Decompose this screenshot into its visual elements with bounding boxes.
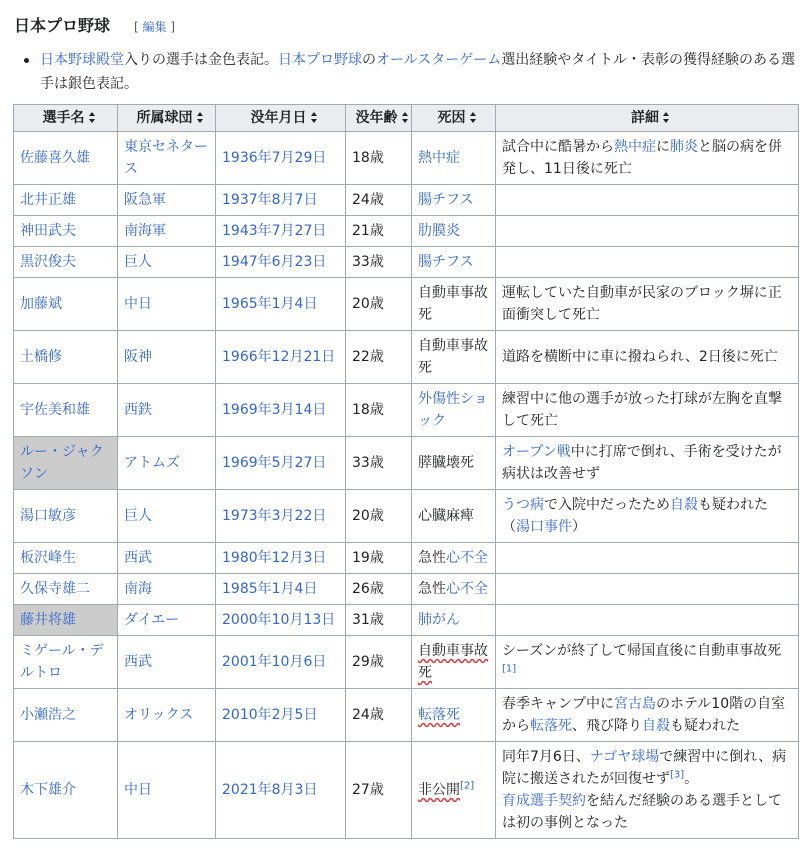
header-cause[interactable]: 死因	[412, 105, 496, 132]
team-link[interactable]: 阪急軍	[124, 192, 166, 208]
age-cell: 26歳	[346, 574, 412, 605]
player-name-link[interactable]: 神田武夫	[20, 223, 76, 239]
player-name-link[interactable]: 加藤斌	[20, 296, 62, 312]
team-link[interactable]: 阪神	[124, 349, 152, 365]
team-link[interactable]: 中日	[124, 296, 152, 312]
cause-link[interactable]: 肋膜炎	[418, 223, 460, 239]
detail-cell	[496, 574, 799, 605]
date-link[interactable]: 1973年3月22日	[222, 508, 327, 524]
note-list-item	[22, 48, 798, 96]
detail-cell	[496, 543, 799, 574]
age-cell: 27歳	[346, 742, 412, 839]
age-cell: 22歳	[346, 331, 412, 384]
age-cell: 33歳	[346, 247, 412, 278]
cause-cell: 膵臓壊死	[412, 437, 496, 490]
player-name-link[interactable]: 黒沢俊夫	[20, 254, 76, 270]
table-row	[14, 247, 799, 278]
header-team[interactable]: 所属球団	[118, 105, 216, 132]
team-link[interactable]: 西武	[124, 550, 152, 566]
cause-cell: 急性心不全	[412, 543, 496, 574]
table-row	[14, 278, 799, 331]
cause-link[interactable]: 心不全	[446, 550, 488, 566]
date-link[interactable]: 1969年5月27日	[222, 455, 327, 471]
age-cell: 33歳	[346, 437, 412, 490]
bullet-icon	[24, 58, 29, 63]
date-link[interactable]: 1985年1月4日	[222, 581, 318, 597]
table-row	[14, 574, 799, 605]
detail-cell: 運転していた自動車が民家のブロック塀に正面衝突して死亡	[496, 278, 799, 331]
header-detail[interactable]: 詳細	[496, 105, 799, 132]
table-row	[14, 384, 799, 437]
header-age[interactable]: 没年齢	[346, 105, 412, 132]
detail-cell	[496, 605, 799, 636]
player-name-link[interactable]: 小瀬浩之	[20, 707, 76, 723]
table-row	[14, 742, 799, 839]
cause-cell: 急性心不全	[412, 574, 496, 605]
detail-link[interactable]: 転落死	[530, 718, 572, 734]
detail-link[interactable]: ナゴヤ球場	[589, 749, 660, 765]
age-cell: 18歳	[346, 132, 412, 185]
age-cell: 20歳	[346, 490, 412, 543]
cause-cell: 自動車事故死	[412, 331, 496, 384]
team-link[interactable]: オリックス	[124, 707, 194, 723]
detail-link[interactable]: 自殺	[642, 718, 670, 734]
cause-link[interactable]: 心不全	[446, 581, 488, 597]
detail-link[interactable]: 育成選手契約	[502, 793, 586, 809]
cause-link[interactable]: 熱中症	[418, 150, 460, 166]
edit-link[interactable]: 編集	[142, 20, 167, 34]
table-row	[14, 689, 799, 742]
player-name-link[interactable]: 木下雄介	[20, 782, 76, 798]
detail-cell: シーズンが終了して帰国直後に自動車事故死[1]	[496, 636, 799, 689]
team-link[interactable]: 巨人	[124, 508, 152, 524]
cause-cell: 非公開[2]	[412, 742, 496, 839]
detail-cell: 同年7月6日、ナゴヤ球場で練習中に倒れ、病院に搬送されたが回復せず[3]。 育成選手契約を結んだ経験のある選手としては初の事例となった	[496, 742, 799, 839]
cause-cell: 自動車事故死	[412, 636, 496, 689]
table-row	[14, 490, 799, 543]
cause-cell: 自動車事故死	[412, 278, 496, 331]
table-header-row	[14, 105, 799, 132]
header-player[interactable]: 選手名	[14, 105, 118, 132]
date-link[interactable]: 2001年10月6日	[222, 654, 327, 670]
player-name-link[interactable]: ミゲール・デルトロ	[20, 643, 104, 681]
team-link[interactable]: 中日	[124, 782, 152, 798]
detail-link[interactable]: 自殺	[670, 497, 698, 513]
table-row	[14, 216, 799, 247]
link-hall-of-fame[interactable]: 日本野球殿堂	[40, 52, 124, 68]
detail-link[interactable]: 湯口事件	[516, 519, 572, 535]
section-heading: 日本プロ野球	[14, 16, 111, 35]
edit-section	[134, 17, 175, 37]
player-name-link[interactable]: ルー・ジャクソン	[20, 444, 104, 482]
player-name-link[interactable]: 土橋修	[20, 349, 62, 365]
age-cell: 19歳	[346, 543, 412, 574]
detail-link[interactable]: うつ病	[502, 497, 544, 513]
date-link[interactable]: 2000年10月13日	[222, 612, 336, 628]
player-name-link[interactable]: 湯口敏彦	[20, 508, 76, 524]
player-name-link[interactable]: 佐藤喜久雄	[20, 150, 90, 166]
table-row	[14, 437, 799, 490]
players-table	[13, 104, 799, 839]
cause-link[interactable]: 転落死	[418, 707, 460, 723]
date-link[interactable]: 1947年6月23日	[222, 254, 327, 270]
table-row	[14, 605, 799, 636]
note-text: の	[362, 52, 376, 68]
note-text: 選出経験やタイトル・表彰の獲得経験のある選手は銀色表記。	[40, 52, 796, 92]
player-name-link[interactable]: 久保寺雄二	[20, 581, 90, 597]
table-row	[14, 185, 799, 216]
date-link[interactable]: 2010年2月5日	[222, 707, 318, 723]
cause-link[interactable]: 腸チフス	[418, 254, 474, 270]
player-name-link[interactable]: 藤井将雄	[20, 612, 76, 628]
detail-link[interactable]: 宮古島	[614, 696, 656, 712]
age-cell: 20歳	[346, 278, 412, 331]
detail-cell: うつ病で入院中だったため自殺も疑われた（湯口事件）	[496, 490, 799, 543]
cause-cell: 心臓麻痺	[412, 490, 496, 543]
reference-link[interactable]: [1]	[502, 663, 517, 675]
date-link[interactable]: 1980年12月3日	[222, 550, 327, 566]
team-link[interactable]: ダイエー	[124, 612, 180, 628]
age-cell: 24歳	[346, 689, 412, 742]
edit-bracket-close: ]	[170, 20, 176, 34]
detail-link[interactable]: 肺炎	[670, 139, 698, 155]
date-link[interactable]: 1966年12月21日	[222, 349, 336, 365]
detail-cell: オープン戦中に打席で倒れ、手術を受けたが病状は改善せず	[496, 437, 799, 490]
player-name-link[interactable]: 板沢峰生	[20, 550, 76, 566]
team-link[interactable]: 西武	[124, 654, 152, 670]
age-cell: 31歳	[346, 605, 412, 636]
cause-link[interactable]: 外傷性ショック	[418, 391, 488, 429]
player-name-link[interactable]: 北井正雄	[20, 192, 76, 208]
team-link[interactable]: 南海	[124, 581, 152, 597]
team-link[interactable]: 東京セネタース	[124, 139, 208, 177]
team-link[interactable]: アトムズ	[124, 455, 180, 471]
date-link[interactable]: 1943年7月27日	[222, 223, 327, 239]
detail-cell	[496, 247, 799, 278]
link-all-star[interactable]: オールスターゲーム	[376, 52, 502, 68]
age-cell: 18歳	[346, 384, 412, 437]
header-date[interactable]: 没年月日	[216, 105, 346, 132]
team-link[interactable]: 南海軍	[124, 223, 166, 239]
edit-bracket-open: [	[134, 20, 139, 34]
age-cell: 24歳	[346, 185, 412, 216]
detail-link[interactable]: オープン戦	[502, 444, 571, 460]
note-text: 入りの選手は金色表記。	[124, 52, 278, 68]
detail-cell: 試合中に酷暑から熱中症に肺炎と脳の病を併発し、11日後に死亡	[496, 132, 799, 185]
detail-cell: 春季キャンプ中に宮古島のホテル10階の自室から転落死、飛び降り自殺も疑われた	[496, 689, 799, 742]
date-link[interactable]: 1936年7月29日	[222, 150, 327, 166]
reference-link[interactable]: [2]	[460, 780, 475, 792]
table-row	[14, 331, 799, 384]
detail-cell: 練習中に他の選手が放った打球が左胸を直撃して死亡	[496, 384, 799, 437]
table-row	[14, 543, 799, 574]
date-link[interactable]: 1937年8月7日	[222, 192, 318, 208]
link-npb[interactable]: 日本プロ野球	[278, 52, 362, 68]
age-cell: 29歳	[346, 636, 412, 689]
reference-link[interactable]: [3]	[670, 769, 685, 781]
detail-cell	[496, 216, 799, 247]
cause-link[interactable]: 肺がん	[418, 612, 460, 628]
team-link[interactable]: 巨人	[124, 254, 152, 270]
detail-link[interactable]: 熱中症	[614, 139, 656, 155]
date-link[interactable]: 1969年3月14日	[222, 402, 327, 418]
date-link[interactable]: 1965年1月4日	[222, 296, 318, 312]
team-link[interactable]: 西鉄	[124, 402, 152, 418]
detail-cell	[496, 185, 799, 216]
age-cell: 21歳	[346, 216, 412, 247]
detail-cell: 道路を横断中に車に撥ねられ、2日後に死亡	[496, 331, 799, 384]
table-row	[14, 132, 799, 185]
player-name-link[interactable]: 宇佐美和雄	[20, 402, 90, 418]
date-link[interactable]: 2021年8月3日	[222, 782, 318, 798]
cause-link[interactable]: 腸チフス	[418, 192, 474, 208]
table-row	[14, 636, 799, 689]
